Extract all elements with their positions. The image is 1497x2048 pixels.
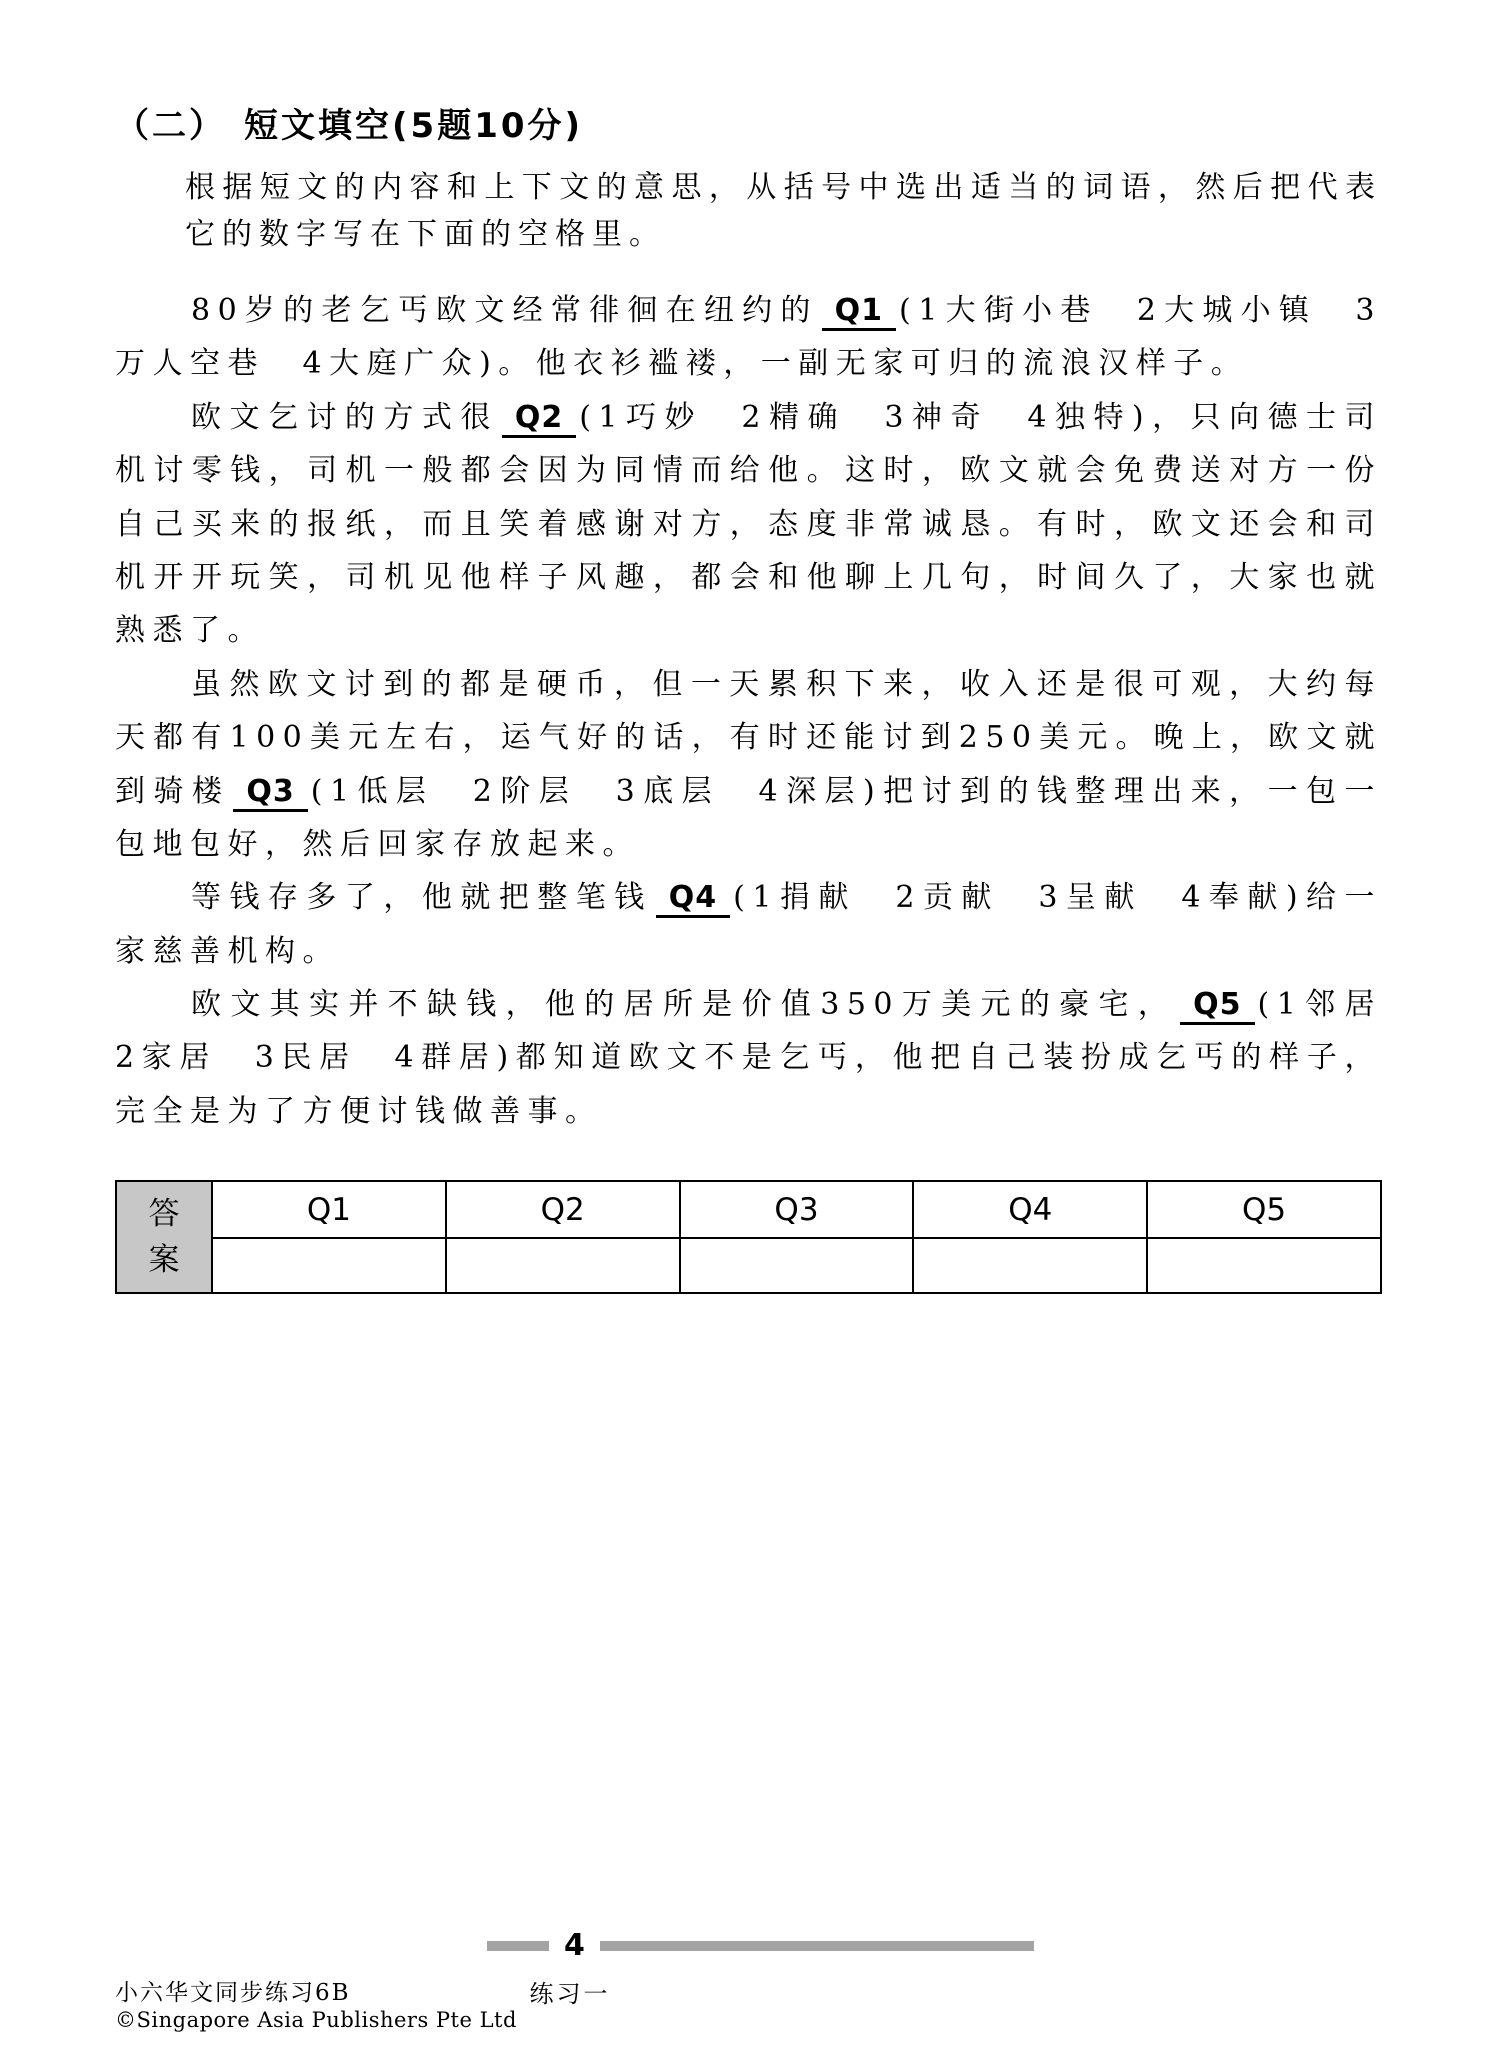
passage-text: 欧文其实并不缺钱，他的居所是价值350万美元的豪宅， [191,987,1178,1023]
answer-cell [1147,1238,1381,1293]
book-title: 小六华文同步练习6B [115,1980,351,2006]
section-heading: 短文填空(5题10分) [244,106,584,146]
answer-cell [680,1238,914,1293]
answer-column-header: Q3 [680,1181,914,1238]
passage [115,284,1420,1138]
answer-label-cell [116,1181,212,1293]
answer-cell [446,1238,680,1293]
section-title [115,98,1382,147]
question-blank: Q5 [1180,987,1254,1025]
answer-label: 答案 [148,1195,180,1279]
exercise-label: 练习一 [529,1980,611,2008]
page-footer [115,1930,1382,2032]
answer-column-header: Q4 [913,1181,1147,1238]
page-content [115,98,1420,1294]
passage-text: (1大街小巷 2大城小镇 3万人空巷 4大庭广众)。他衣衫褴褛，一副无家可归的流浪汉样子。 [115,293,1382,382]
answer-header-row [116,1181,1381,1238]
footer-bar-right [600,1941,1034,1951]
answer-input-row [116,1238,1381,1293]
answer-column-header: Q1 [212,1181,446,1238]
page-number: 4 [564,1928,585,1963]
passage-text: (1捐献 2贡献 3呈献 4奉献)给一家慈善机构。 [115,880,1382,969]
paragraph [115,284,1382,391]
instructions: 根据短文的内容和上下文的意思，从括号中选出适当的词语，然后把代表它的数字写在下面的空格里。 [185,170,1382,252]
footer-bar-left [487,1941,549,1951]
paragraph [115,391,1382,658]
answer-cell [212,1238,446,1293]
section-number: （二） [115,106,226,146]
footer-meta-row [115,1974,1382,2006]
question-blank: Q3 [233,774,307,812]
answer-cell [913,1238,1147,1293]
copyright: ©Singapore Asia Publishers Pte Ltd [115,2008,517,2032]
passage-text: (1邻居 2家居 3民居 4群居)都知道欧文不是乞丐，他把自己装扮成乞丐的样子，完全是为了方便讨钱做善事。 [115,987,1420,1129]
answer-table [115,1180,1382,1294]
passage-text: 虽然欧文讨到的都是硬币，但一天累积下来，收入还是很可观，大约每天都有100美元左右，运气好的话，有时还能讨到250美元。晚上，欧文就到骑楼 [115,666,1382,809]
paragraph [115,658,1382,872]
passage-text: 等钱存多了，他就把整笔钱 [191,880,653,916]
question-blank: Q2 [502,400,576,438]
passage-text: 80岁的老乞丐欧文经常徘徊在纽约的 [191,293,819,328]
question-blank: Q1 [822,293,896,331]
passage-text: (1巧妙 2精确 3神奇 4独特)，只向德士司机讨零钱，司机一般都会因为同情而给他。这时，欧文就会免费送对方一份自己买来的报纸，而且笑着感谢对方，态度非常诚恳。有时，欧文还会和司机开开玩笑，司机见他样子风趣，都会和他聊上几句，时间久了，大家也就熟悉了。 [115,399,1382,649]
passage-text: 欧文乞讨的方式很 [191,399,499,435]
answer-column-header: Q5 [1147,1181,1381,1238]
question-blank: Q4 [656,880,730,918]
paragraph [115,871,1382,978]
page-number-row [487,1930,1382,1962]
passage-text: (1低层 2阶层 3底层 4深层)把讨到的钱整理出来，一包一包地包好，然后回家存放起来。 [115,773,1382,862]
answer-column-header: Q2 [446,1181,680,1238]
paragraph [115,978,1420,1138]
